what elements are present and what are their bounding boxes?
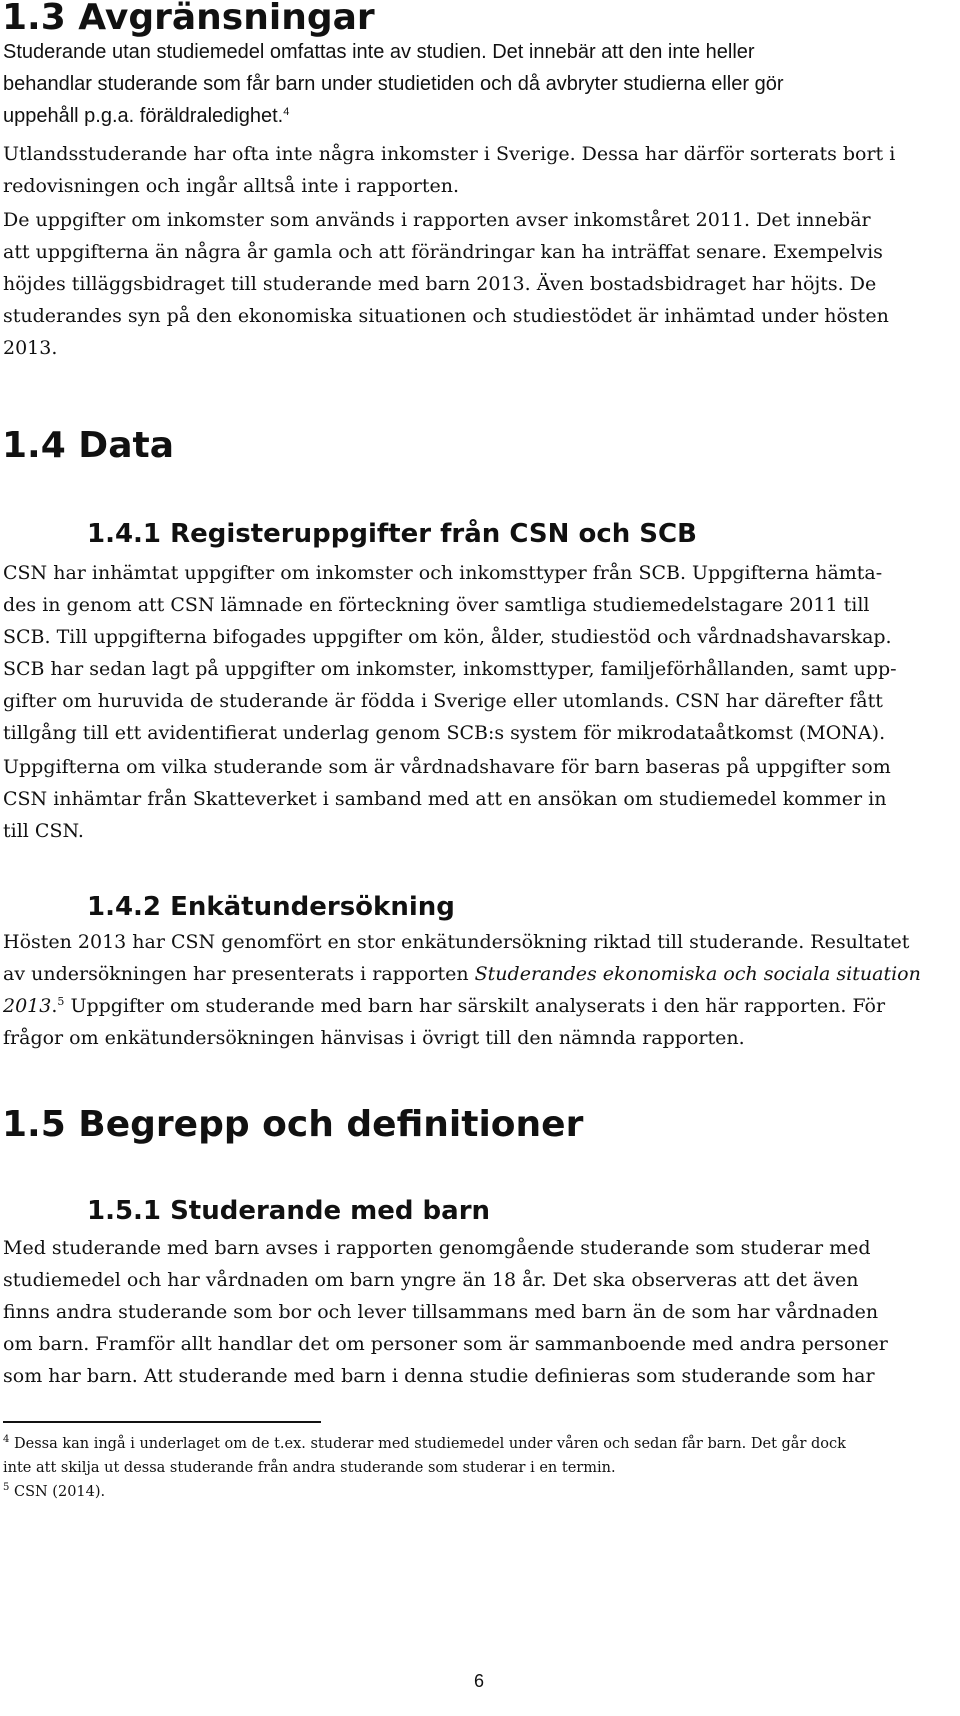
text-line: redovisningen och ingår alltså inte i rapporten. <box>3 175 459 197</box>
text-line: gifter om huruvida de studerande är födda i Sverige eller utomlands. CSN har därefter fått <box>3 690 883 712</box>
text-line: som har barn. Att studerande med barn i denna studie definieras som studerande som har <box>3 1365 875 1387</box>
paragraph-1-5-1 <box>3 1232 937 1392</box>
report-title: Studerandes ekonomiska och sociala situation <box>474 963 921 985</box>
paragraph-1-3-a <box>3 36 937 132</box>
heading-1-5: 1.5 Begrepp och definitioner <box>2 1104 584 1145</box>
text-line-with-report-title <box>3 958 937 990</box>
text-line: CSN har inhämtat uppgifter om inkomster och inkomsttyper från SCB. Uppgifterna hämta- <box>3 562 883 584</box>
paragraph-1-4-1-b <box>3 751 937 847</box>
text-line: des in genom att CSN lämnade en förteckning över samtliga studiemedelstagare 2011 till <box>3 594 870 616</box>
report-title-year: 2013 <box>3 995 52 1017</box>
text-segment: Uppgifter om studerande med barn har särskilt analyserats i den här rapporten. För <box>64 995 886 1017</box>
page-number: 6 <box>474 1671 485 1691</box>
text-segment: av undersökningen har presenterats i rapporten <box>3 963 475 985</box>
footnote-text: Dessa kan ingå i underlaget om de t.ex. studerar med studiemedel under våren och sedan får barn. Det går dock <box>13 1436 846 1452</box>
text-line: 2013. <box>3 337 58 359</box>
text-line: att uppgifterna än några år gamla och att förändringar kan ha inträffat senare. Exempelvis <box>3 241 883 263</box>
text-line: uppehåll p.g.a. föräldraledighet. <box>3 105 284 127</box>
text-line: De uppgifter om inkomster som används i rapporten avser inkomståret 2011. Det innebär <box>3 209 871 231</box>
footnote-ref-5[interactable]: 5 <box>57 995 65 1008</box>
text-line: studiemedel och har vårdnaden om barn yngre än 18 år. Det ska observeras att det även <box>3 1269 859 1291</box>
footnote-4-continued: inte att skilja ut dessa studerande från andra studerande som studerar i en termin. <box>3 1460 616 1476</box>
text-line: till CSN. <box>3 820 84 842</box>
text-line: Med studerande med barn avses i rapporten genomgående studerande som studerar med <box>3 1237 871 1259</box>
text-line: SCB. Till uppgifterna bifogades uppgifter om kön, ålder, studiestöd och vårdnadshavarskap. <box>3 626 892 648</box>
heading-1-3: 1.3 Avgränsningar <box>2 0 375 38</box>
footnote-ref-4[interactable]: 4 <box>283 106 290 118</box>
footnote-text: CSN (2014). <box>13 1484 106 1500</box>
footnote-marker: 5 <box>3 1482 10 1493</box>
text-line: Hösten 2013 har CSN genomfört en stor enkätundersökning riktad till studerande. Resultatet <box>3 931 910 953</box>
text-line: om barn. Framför allt handlar det om personer som är sammanboende med andra personer <box>3 1333 888 1355</box>
text-line-with-ref: 2013.$^5$ Uppgifter om studerande med barn har särskilt analyserats i den här rapporten. För <box>3 995 886 1017</box>
text-line: CSN inhämtar från Skatteverket i samband med att en ansökan om studiemedel kommer in <box>3 788 887 810</box>
footnote-5 <box>3 1480 937 1504</box>
paragraph-1-4-1-a <box>3 557 937 749</box>
heading-1-5-1: 1.5.1 Studerande med barn <box>87 1196 491 1226</box>
paragraph-1-3-b <box>3 138 937 202</box>
text-line: höjdes tilläggsbidraget till studerande med barn 2013. Även bostadsbidraget har höjts. De <box>3 273 877 295</box>
text-line: studerandes syn på den ekonomiska situationen och studiestödet är inhämtad under hösten <box>3 305 889 327</box>
text-line: finns andra studerande som bor och lever tillsammans med barn än de som har vårdnaden <box>3 1301 879 1323</box>
heading-1-4: 1.4 Data <box>2 425 174 466</box>
text-line: behandlar studerande som får barn under studietiden och då avbryter studierna eller gör <box>3 73 784 95</box>
text-line: frågor om enkätundersökningen hänvisas i övrigt till den nämnda rapporten. <box>3 1027 745 1049</box>
footnotes <box>3 1432 937 1504</box>
text-line: tillgång till ett avidentifierat underlag genom SCB:s system för mikrodataåtkomst (MONA). <box>3 722 886 744</box>
footnote-4 <box>3 1432 937 1456</box>
heading-1-4-2: 1.4.2 Enkätundersökning <box>87 892 455 922</box>
paragraph-1-3-c <box>3 204 937 364</box>
text-line-with-ref <box>3 100 937 132</box>
heading-1-4-1: 1.4.1 Registeruppgifter från CSN och SCB <box>87 519 697 549</box>
text-line: Utlandsstuderande har ofta inte några inkomster i Sverige. Dessa har därför sorterats bort i <box>3 143 896 165</box>
text-line: Studerande utan studiemedel omfattas inte av studien. Det innebär att den inte heller <box>3 41 755 63</box>
footnote-marker: 4 <box>3 1434 10 1445</box>
text-line: Uppgifterna om vilka studerande som är vårdnadshavare för barn baseras på uppgifter som <box>3 756 891 778</box>
footnote-separator <box>3 1421 321 1423</box>
paragraph-1-4-2 <box>3 926 937 1054</box>
text-line: SCB har sedan lagt på uppgifter om inkomster, inkomsttyper, familjeförhållanden, samt upp- <box>3 658 897 680</box>
